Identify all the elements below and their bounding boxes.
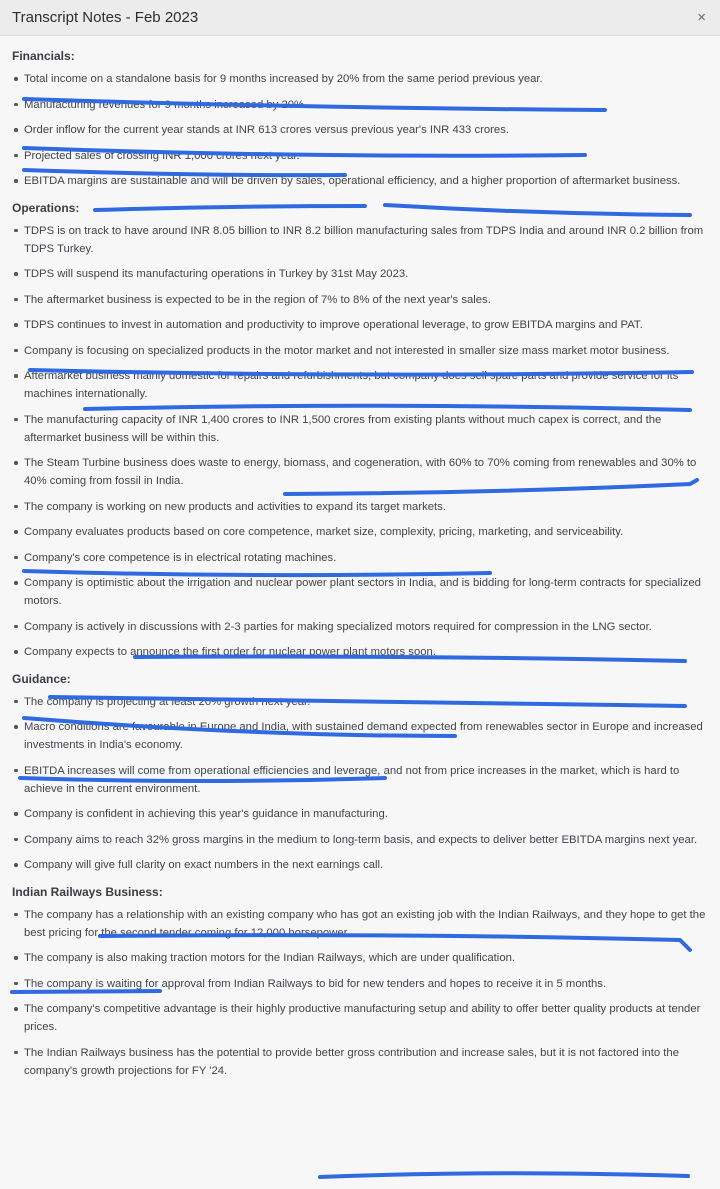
- list-item: Company is confident in achieving this year's guidance in manufacturing.: [12, 805, 710, 823]
- list-item: Total income on a standalone basis for 9 months increased by 20% from the same period previous year.: [12, 70, 710, 88]
- list-item: Company aims to reach 32% gross margins in the medium to long-term basis, and expects to deliver better EBITDA margins next year.: [12, 831, 710, 849]
- list-item: The company is waiting for approval from Indian Railways to bid for new tenders and hopes to receive it in 5 months.: [12, 975, 710, 993]
- section-title-railways: Indian Railways Business:: [12, 884, 163, 899]
- list-item: The aftermarket business is expected to be in the region of 7% to 8% of the next year's sales.: [12, 291, 710, 309]
- list-item: The company is projecting at least 20% growth next year.: [12, 693, 710, 711]
- section-title-operations: Operations:: [12, 200, 80, 215]
- operations-list: [12, 222, 710, 662]
- list-item: Company is actively in discussions with 2-3 parties for making specialized motors required for compression in the LNG sector.: [12, 618, 710, 636]
- list-item: The company is also making traction motors for the Indian Railways, which are under qualification.: [12, 949, 710, 967]
- list-item: Company is focusing on specialized products in the motor market and not interested in smaller size mass market motor business.: [12, 342, 710, 360]
- list-item: TDPS continues to invest in automation and productivity to improve operational leverage, to grow EBITDA margins and PAT.: [12, 316, 710, 334]
- close-icon[interactable]: ×: [697, 9, 706, 26]
- list-item: Company's core competence is in electrical rotating machines.: [12, 549, 710, 567]
- underline: [320, 1173, 688, 1177]
- list-item: The company has a relationship with an existing company who has got an existing job with the Indian Railways, and they hope to get the best pricing for the second tender coming for 12,000 horsepower.: [12, 906, 710, 942]
- list-item: Order inflow for the current year stands at INR 613 crores versus previous year's INR 433 crores.: [12, 121, 710, 139]
- window-titlebar: [0, 0, 720, 36]
- list-item: TDPS is on track to have around INR 8.05 billion to INR 8.2 billion manufacturing sales from TDPS India and around INR 0.2 billion from TDPS Turkey.: [12, 222, 710, 258]
- list-item: TDPS will suspend its manufacturing operations in Turkey by 31st May 2023.: [12, 265, 710, 283]
- list-item: Macro conditions are favourable in Europe and India, with sustained demand expected from renewables sector in Europe and increased investments in India's economy.: [12, 718, 710, 754]
- window-title: Transcript Notes - Feb 2023: [12, 9, 199, 26]
- notes-content: [0, 36, 720, 1080]
- list-item: Company will give full clarity on exact numbers in the next earnings call.: [12, 856, 710, 874]
- list-item: Company evaluates products based on core competence, market size, complexity, pricing, marketing, and serviceability.: [12, 523, 710, 541]
- railways-list: [12, 906, 710, 1080]
- list-item: Aftermarket business mainly domestic for repairs and refurbishments, but company does sell spare parts and provide service for its machines internationally.: [12, 367, 710, 403]
- guidance-list: [12, 693, 710, 875]
- list-item: Company expects to announce the first order for nuclear power plant motors soon.: [12, 643, 710, 661]
- list-item: The company's competitive advantage is their highly productive manufacturing setup and ability to offer better quality products at tender prices.: [12, 1000, 710, 1036]
- list-item: Manufacturing revenues for 9 months increased by 20%.: [12, 96, 710, 114]
- financials-list: [12, 70, 710, 190]
- list-item: The Steam Turbine business does waste to energy, biomass, and cogeneration, with 60% to 70% coming from renewables and 30% to 40% coming from fossil in India.: [12, 454, 710, 490]
- list-item: EBITDA increases will come from operational efficiencies and leverage, and not from price increases in the market, which is hard to achieve in the current environment.: [12, 762, 710, 798]
- list-item: The Indian Railways business has the potential to provide better gross contribution and increase sales, but it is not factored into the company's growth projections for FY '24.: [12, 1044, 710, 1080]
- section-title-guidance: Guidance:: [12, 671, 71, 686]
- list-item: The manufacturing capacity of INR 1,400 crores to INR 1,500 crores from existing plants without much capex is correct, and the aftermarket business will be within this.: [12, 411, 710, 447]
- list-item: Company is optimistic about the irrigation and nuclear power plant sectors in India, and is bidding for long-term contracts for specialized motors.: [12, 574, 710, 610]
- list-item: Projected sales of crossing INR 1,000 crores next year.: [12, 147, 710, 165]
- list-item: The company is working on new products and activities to expand its target markets.: [12, 498, 710, 516]
- list-item: EBITDA margins are sustainable and will be driven by sales, operational efficiency, and a higher proportion of aftermarket business.: [12, 172, 710, 190]
- section-title-financials: Financials:: [12, 49, 75, 63]
